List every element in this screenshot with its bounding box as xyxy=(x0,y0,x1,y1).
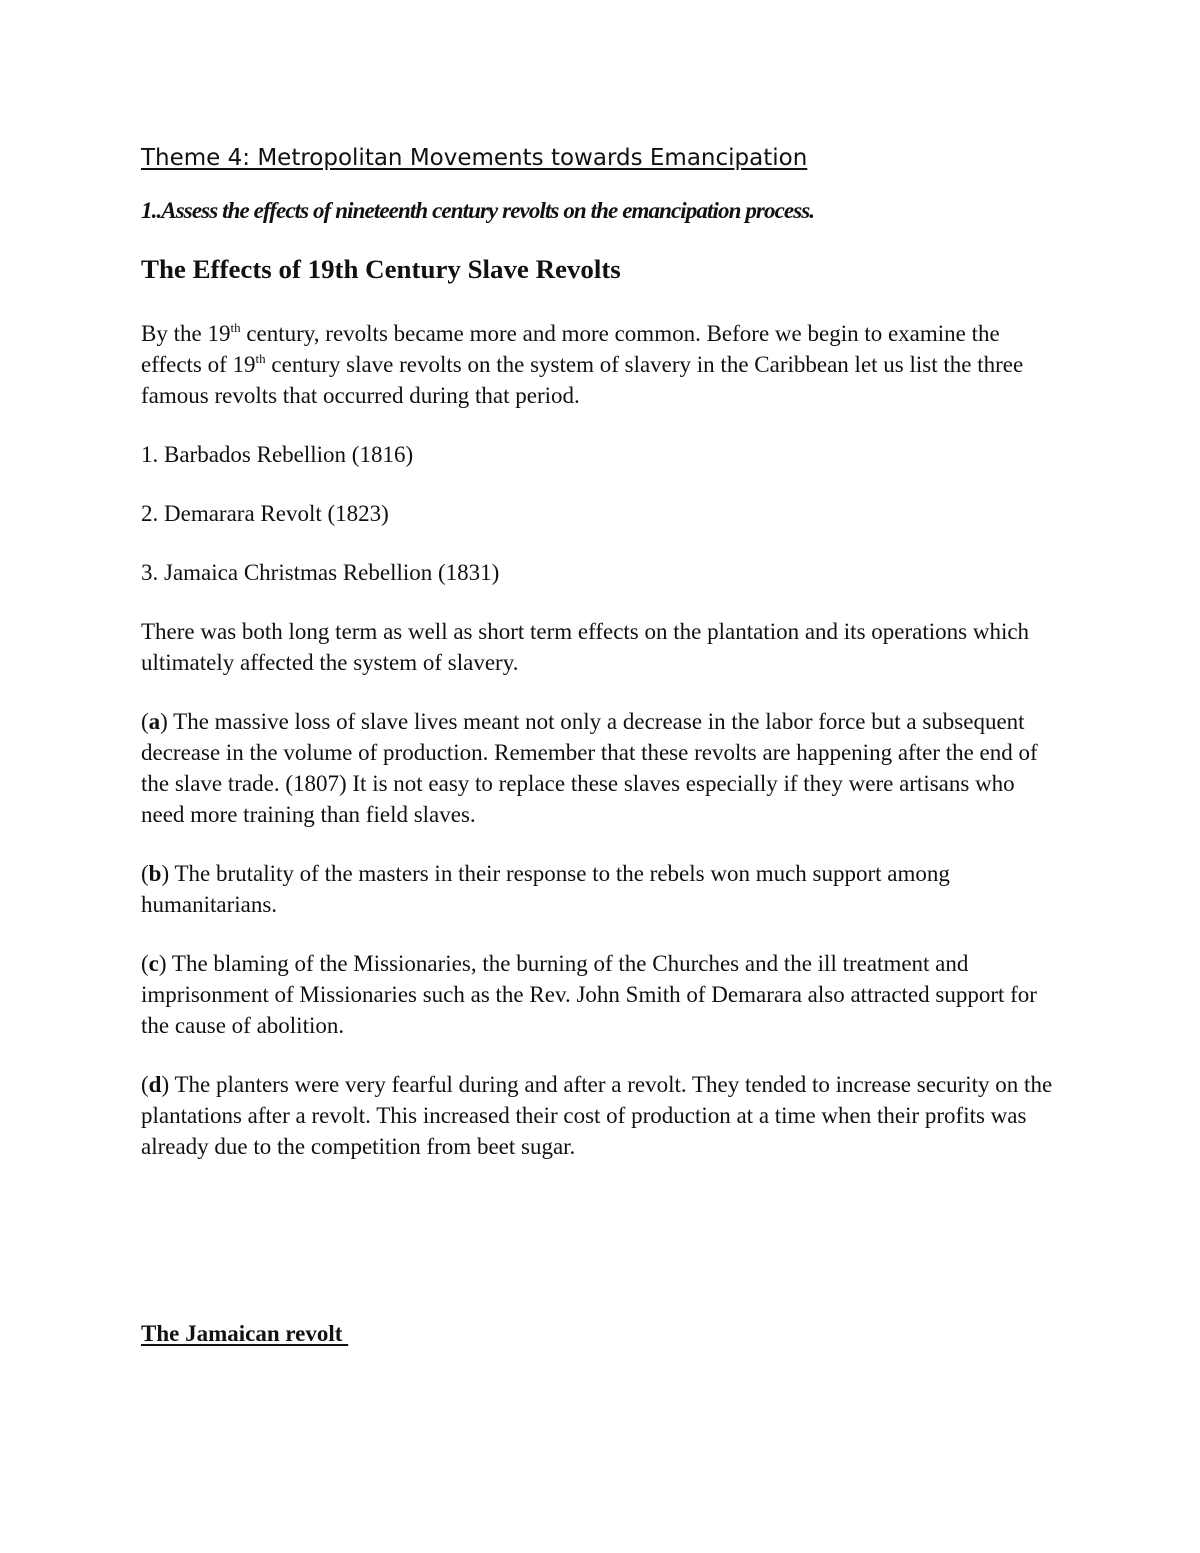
effect-open-paren: ( xyxy=(141,1072,149,1097)
effect-text: The massive loss of slave lives meant not only a decrease in the labor force but a subsequent decrease in the volume of production. Remember that these revolts are happening after the end of the slave trade. (1807) It is not easy to replace these slaves especially if they were artisans who need more training than field slaves. xyxy=(141,709,1038,827)
revolt-list-item: 3. Jamaica Christmas Rebellion (1831) xyxy=(141,560,500,585)
effect-open-paren: ( xyxy=(141,951,149,976)
effect-close-paren: ) xyxy=(161,1072,170,1097)
effects-intro-paragraph: There was both long term as well as short term effects on the plantation and its operations which ultimately affected the system of slavery. xyxy=(141,619,1030,675)
superscript-th-1: th xyxy=(230,320,241,335)
effect-paragraph-a xyxy=(141,706,1061,830)
effect-text: The planters were very fearful during and after a revolt. They tended to increase security on the plantations after a revolt. This increased their cost of production at a time when their profits was already due to the competition from beet sugar. xyxy=(141,1072,1053,1159)
effect-label: d xyxy=(148,1072,162,1097)
effect-paragraph-b xyxy=(141,858,1061,920)
section-heading: The Effects of 19th Century Slave Revolts xyxy=(141,254,621,284)
effect-label: a xyxy=(148,709,161,734)
effect-open-paren: ( xyxy=(141,861,149,886)
effect-label: c xyxy=(148,951,159,976)
revolt-list-item: 2. Demarara Revolt (1823) xyxy=(141,501,389,526)
effect-close-paren: ) xyxy=(160,709,168,734)
effect-paragraph-c xyxy=(141,948,1061,1041)
effect-close-paren: ) xyxy=(161,861,170,886)
blank-space xyxy=(141,1190,1061,1318)
effect-text: The brutality of the masters in their response to the rebels won much support among humanitarians. xyxy=(141,861,950,917)
superscript-th-2: th xyxy=(255,351,266,366)
effect-paragraph-d xyxy=(141,1069,1061,1162)
jamaican-revolt-heading: The Jamaican revolt xyxy=(141,1321,349,1346)
intro-text-part-3: century slave revolts on the system of slavery in the Caribbean let us list the three famous revolts that occurred during that period. xyxy=(141,352,1024,408)
question-prompt: 1..Assess the effects of nineteenth century revolts on the emancipation process. xyxy=(141,198,815,223)
intro-paragraph xyxy=(141,318,1061,411)
effect-label: b xyxy=(148,861,162,886)
effect-open-paren: ( xyxy=(141,709,149,734)
effect-close-paren: ) xyxy=(158,951,167,976)
intro-text-part-2: century, revolts became more and more common. Before we begin to examine the effects of 19 xyxy=(141,321,1000,377)
intro-text-part-1: By the 19 xyxy=(141,321,231,346)
document-body xyxy=(141,141,1061,1349)
revolt-list-item: 1. Barbados Rebellion (1816) xyxy=(141,442,414,467)
effect-text: The blaming of the Missionaries, the burning of the Churches and the ill treatment and imprisonment of Missionaries such as the Rev. John Smith of Demarara also attracted support for the cause of abolition. xyxy=(141,951,1037,1038)
theme-title: Theme 4: Metropolitan Movements towards Emancipation xyxy=(141,145,808,171)
